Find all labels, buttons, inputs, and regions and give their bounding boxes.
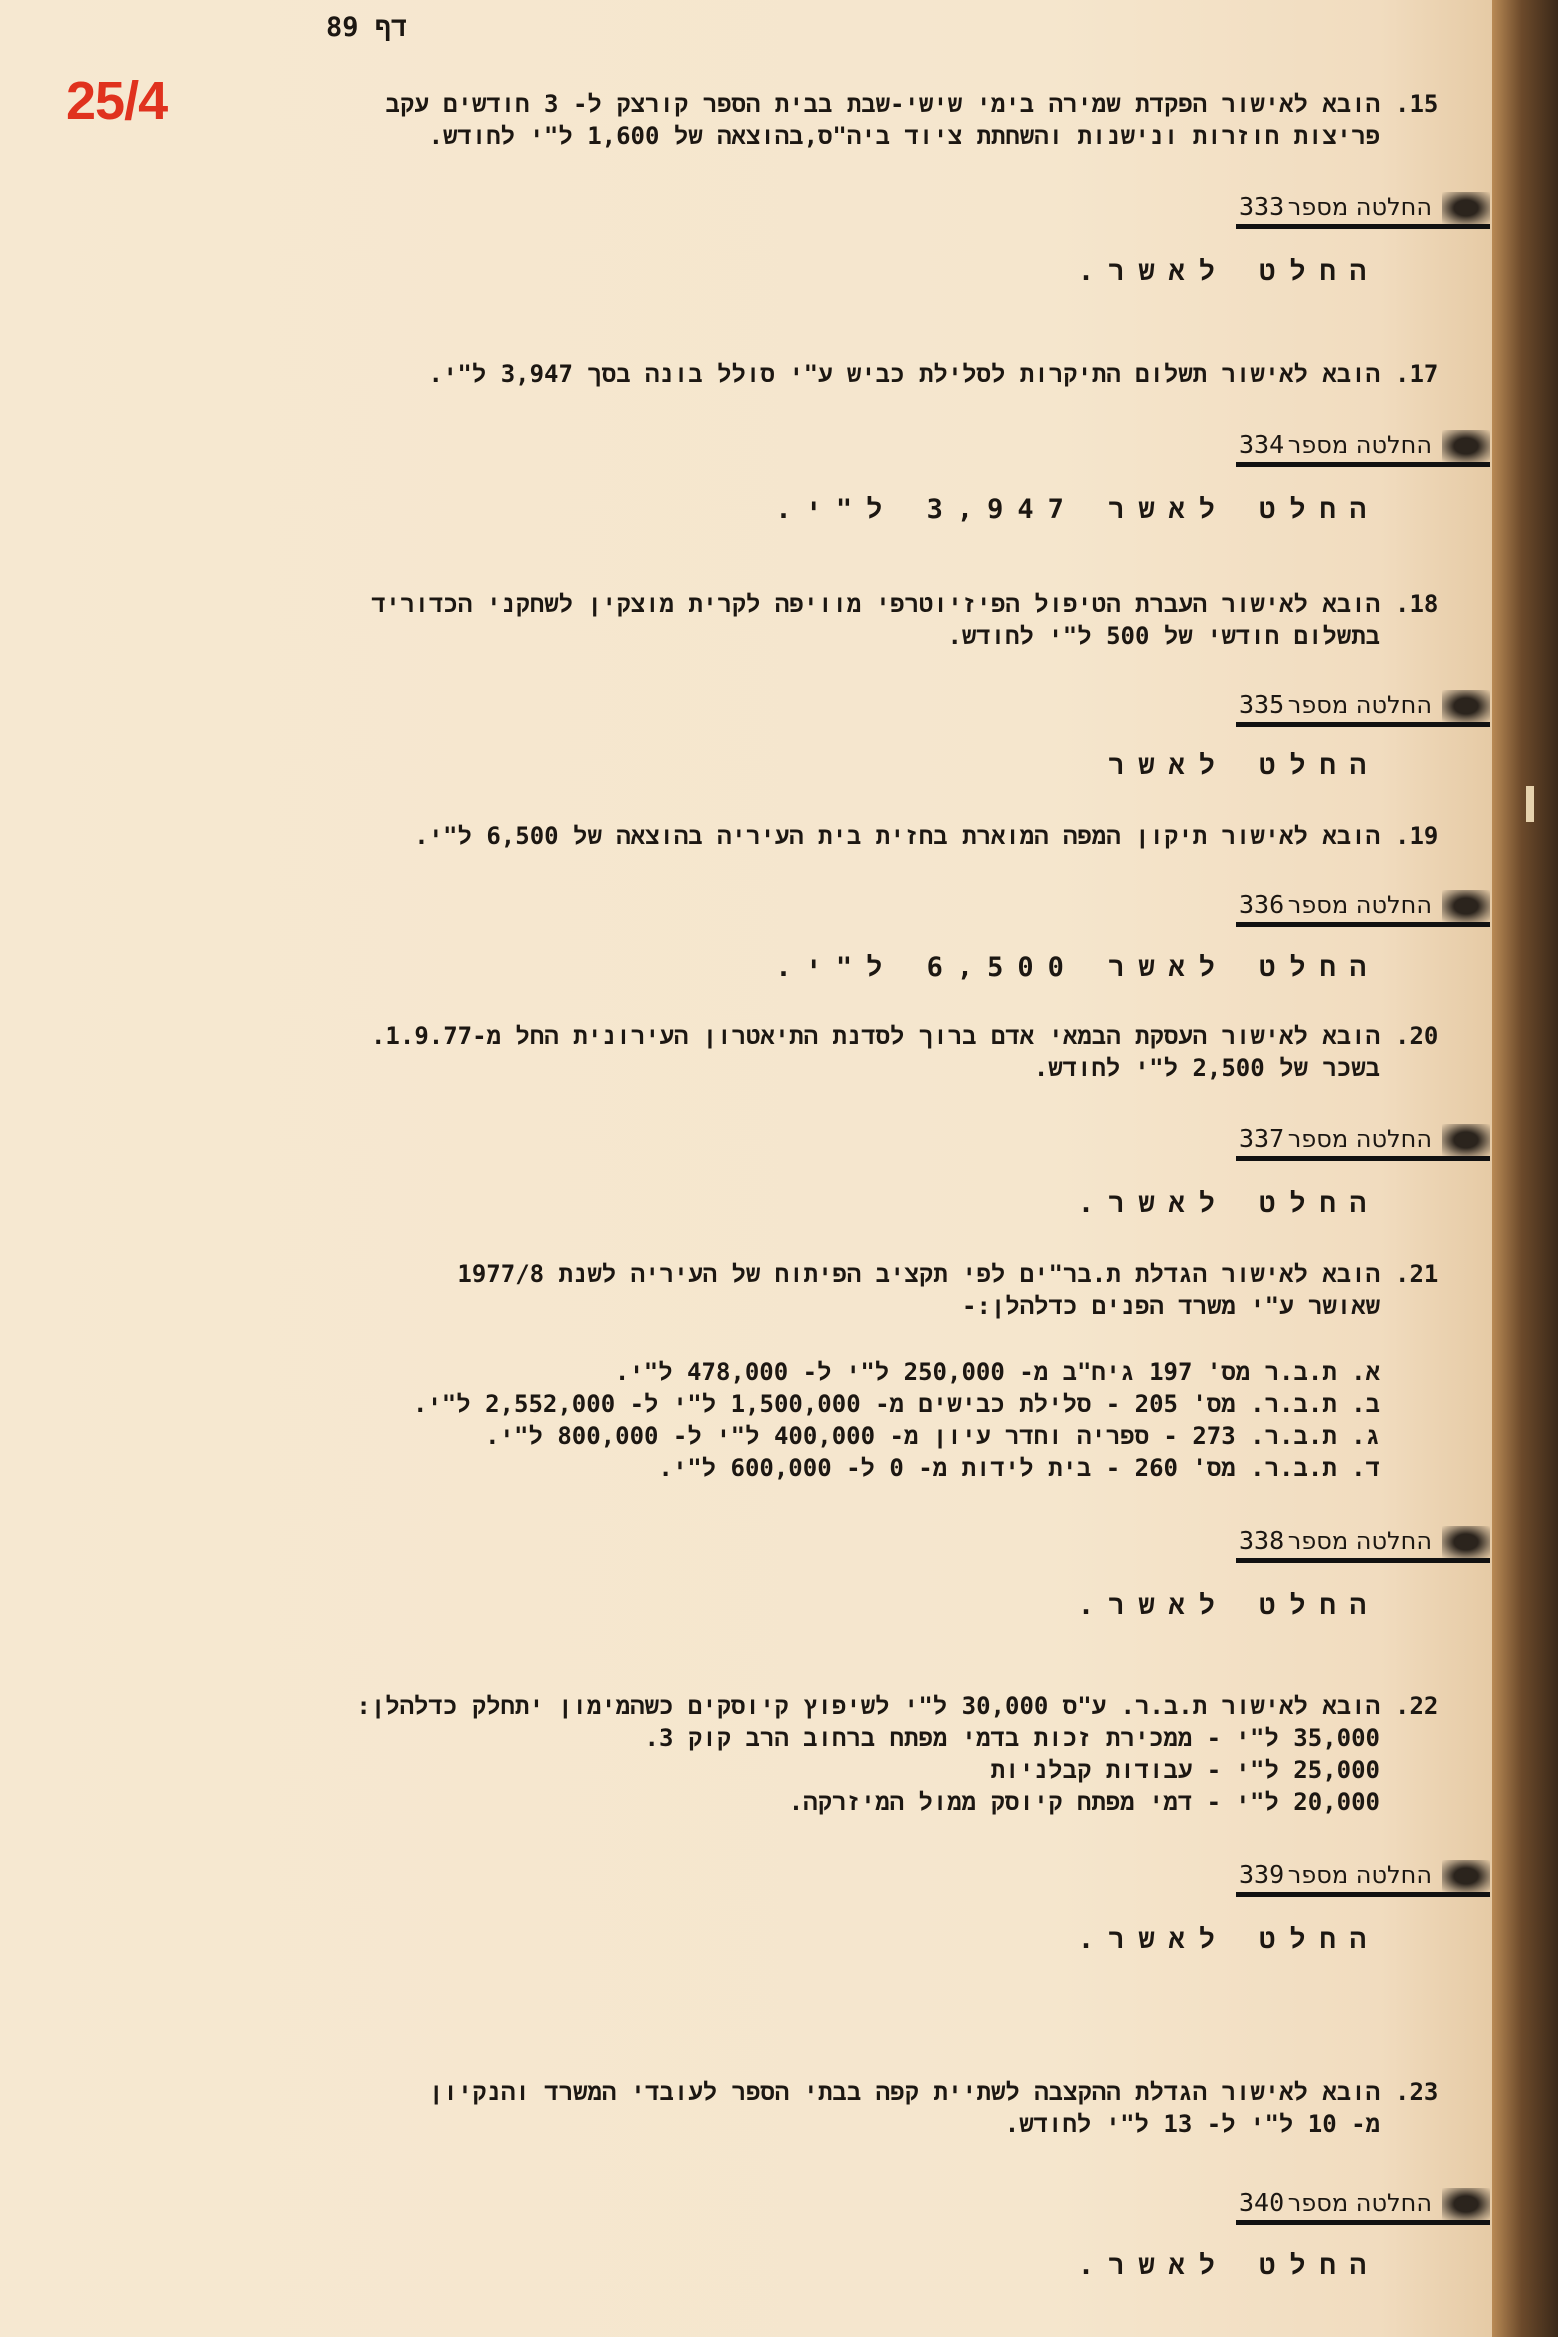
ink-smear [1442, 890, 1490, 922]
resolution-label: החלטה מספר [1287, 431, 1432, 459]
item-text-line: 20,000 ל"י - דמי מפתח קיוסק ממול המיזרקה. [788, 1788, 1380, 1816]
item-text-line: א. ת.ב.ר מס' 197 גיח"ב מ- 250,000 ל"י ל- 478,000 ל"י. [614, 1358, 1380, 1386]
resolution-label: החלטה מספר [1287, 1527, 1432, 1555]
decision-text: החלט לאשר. [1077, 1188, 1380, 1219]
item-number: .20 [1395, 1022, 1439, 1050]
binding-edge [1492, 0, 1558, 2337]
resolution-number: 333 [1239, 192, 1285, 221]
decision-text: החלט לאשר [1108, 750, 1380, 781]
resolution-label: החלטה מספר [1287, 193, 1432, 221]
item-number: .18 [1395, 590, 1439, 618]
resolution-heading [1236, 1122, 1490, 1161]
decision-text: החלט לאשר 6,500 ל"י. [775, 952, 1380, 983]
item-text-line: הובא לאישור העסקת הבמאי אדם ברוך לסדנת התיאטרון העירונית החל מ-1.9.77. [370, 1022, 1380, 1050]
binding-mark [1526, 786, 1534, 822]
ink-smear [1442, 1860, 1490, 1892]
ink-smear [1442, 430, 1490, 462]
item-text-line: בתשלום חודשי של 500 ל"י לחודש. [947, 622, 1380, 650]
item-number: .15 [1395, 90, 1439, 118]
resolution-label: החלטה מספר [1287, 1861, 1432, 1889]
ink-smear [1442, 2188, 1490, 2220]
item-text-line: בשכר של 2,500 ל"י לחודש. [1033, 1054, 1380, 1082]
page-number: 89 דף [326, 12, 408, 43]
item-text-line: הובא לאישור הגדלת ת.בר"ים לפי תקציב הפיתוח של העיריה לשנת 1977/8 [457, 1260, 1380, 1288]
ink-smear [1442, 1526, 1490, 1558]
resolution-number: 340 [1239, 2188, 1285, 2217]
resolution-heading [1236, 190, 1490, 229]
resolution-label: החלטה מספר [1287, 1125, 1432, 1153]
decision-text: החלט לאשר. [1077, 256, 1380, 287]
resolution-heading [1236, 2186, 1490, 2225]
item-number: .19 [1395, 822, 1439, 850]
item-text-line: הובא לאישור תשלום התיקרות לסלילת כביש ע"י סולל בונה בסך 3,947 ל"י. [428, 360, 1380, 388]
resolution-label: החלטה מספר [1287, 891, 1432, 919]
item-text-line: הובא לאישור הגדלת ההקצבה לשתיית קפה בבתי הספר לעובדי המשרד והנקיון [428, 2078, 1380, 2106]
decision-text: החלט לאשר 3,947 ל"י. [775, 494, 1380, 525]
decision-text: החלט לאשר. [1077, 2250, 1380, 2281]
decision-text: החלט לאשר. [1077, 1590, 1380, 1621]
ink-smear [1442, 192, 1490, 224]
decision-text: החלט לאשר. [1077, 1924, 1380, 1955]
resolution-heading [1236, 688, 1490, 727]
resolution-label: החלטה מספר [1287, 691, 1432, 719]
handwritten-date-mark: 25/4 [66, 71, 168, 131]
resolution-label: החלטה מספר [1287, 2189, 1432, 2217]
item-number: .21 [1395, 1260, 1439, 1288]
item-number: .22 [1395, 1692, 1439, 1720]
item-text-line: הובא לאישור העברת הטיפול הפיזיוטרפי מוויפה לקרית מוצקין לשחקני הכדוריד [371, 590, 1380, 618]
ink-smear [1442, 1124, 1490, 1156]
item-text-line: ג. ת.ב.ר. 273 - ספריה וחדר עיון מ- 400,000 ל"י ל- 800,000 ל"י. [485, 1422, 1380, 1450]
resolution-number: 336 [1239, 890, 1285, 919]
resolution-number: 337 [1239, 1124, 1285, 1153]
item-text-line: ב. ת.ב.ר. מס' 205 - סלילת כבישים מ- 1,500,000 ל"י ל- 2,552,000 ל"י. [412, 1390, 1380, 1418]
item-number: .23 [1395, 2078, 1439, 2106]
item-text-line: פריצות חוזרות ונישנות והשחתת ציוד ביה"ס,בהוצאה של 1,600 ל"י לחודש. [428, 122, 1380, 150]
item-text-line: ד. ת.ב.ר. מס' 260 - בית לידות מ- 0 ל- 600,000 ל"י. [658, 1454, 1380, 1482]
resolution-number: 339 [1239, 1860, 1285, 1889]
item-text-line: 25,000 ל"י - עבודות קבלניות [990, 1756, 1380, 1784]
item-number: .17 [1395, 360, 1439, 388]
item-text-line: הובא לאישור תיקון המפה המוארת בחזית בית העיריה בהוצאה של 6,500 ל"י. [414, 822, 1380, 850]
resolution-number: 338 [1239, 1526, 1285, 1555]
resolution-number: 335 [1239, 690, 1285, 719]
item-text-line: הובא לאישור הפקדת שמירה בימי שישי-שבת בבית הספר קורצק ל- 3 חודשים עקב [385, 90, 1380, 118]
resolution-heading [1236, 888, 1490, 927]
item-text-line: הובא לאישור ת.ב.ר. ע"ס 30,000 ל"י לשיפוץ קיוסקים כשהמימון יתחלק כדלהלן: [356, 1692, 1380, 1720]
item-text-line: 35,000 ל"י - ממכירת זכות בדמי מפתח ברחוב הרב קוק 3. [644, 1724, 1380, 1752]
ink-smear [1442, 690, 1490, 722]
resolution-heading [1236, 1524, 1490, 1563]
item-text-line: שאושר ע"י משרד הפנים כדלהלן:- [962, 1292, 1380, 1320]
item-text-line: מ- 10 ל"י ל- 13 ל"י לחודש. [1004, 2110, 1380, 2138]
resolution-number: 334 [1239, 430, 1285, 459]
resolution-heading [1236, 1858, 1490, 1897]
resolution-heading [1236, 428, 1490, 467]
